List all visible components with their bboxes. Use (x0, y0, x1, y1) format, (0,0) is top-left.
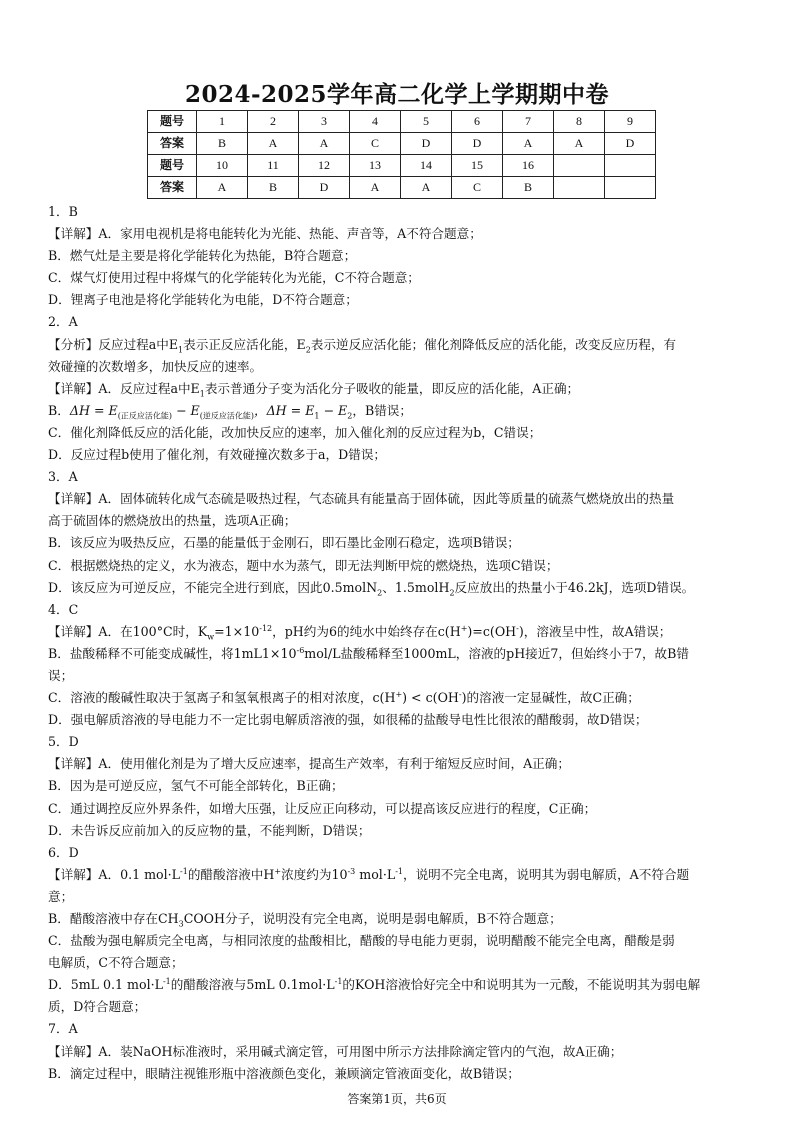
table-cell: A (299, 133, 350, 155)
table-cell (605, 155, 656, 177)
table-cell: B (197, 133, 248, 155)
q5-line: C．通过调控反应外界条件，如增大压强，让反应正向移动，可以提高该反应进行的程度，C正确； (48, 800, 597, 816)
question-number-row (148, 111, 656, 133)
table-cell: D (605, 133, 656, 155)
q4-head: 4．C (48, 601, 79, 617)
table-cell: C (452, 177, 503, 199)
q6-head: 6．D (48, 844, 79, 860)
row-header-cell: 题号 (148, 111, 197, 133)
table-cell: D (299, 177, 350, 199)
table-cell: 6 (452, 111, 503, 133)
table-cell: A (350, 177, 401, 199)
table-cell: 16 (503, 155, 554, 177)
q1-line: B．燃气灶是主要是将化学能转化为热能，B符合题意； (48, 248, 357, 264)
table-cell: A (554, 133, 605, 155)
q2-line: 【详解】A．反应过程a中$E_1$表示普通分子变为活化分子吸收的能量，即反应的活化能，A正确； (48, 380, 580, 399)
table-cell: A (503, 133, 554, 155)
table-cell: 4 (350, 111, 401, 133)
q3-head: 3．A (48, 469, 78, 485)
answer-explanations (48, 201, 754, 1085)
q2-head: 2．A (48, 314, 78, 330)
row-header-cell: 答案 (148, 177, 197, 199)
q2-analysis: 【分析】反应过程a中$E_1$表示正反应活化能，$E_2$表示逆反应活化能；催化剂降低反应的活化能，改变反应历程，有 (48, 336, 676, 355)
q4-line: 【详解】A．在100°C时，$K_w=1\times 10^{-12}$，pH约为6的纯水中始终存在c(H+)=c(OH-)，溶液呈中性，故A错误； (48, 623, 672, 642)
row-header-cell: 答案 (148, 133, 197, 155)
table-cell: 15 (452, 155, 503, 177)
q6-line: 电解质，C不符合题意； (48, 955, 184, 971)
q6-line: 质，D符合题意； (48, 999, 147, 1015)
q4-line: C．溶液的酸碱性取决于氢离子和氢氧根离子的相对浓度，c(H+) < c(OH-)的溶液一定显碱性，故C正确； (48, 689, 640, 706)
table-cell: 2 (248, 111, 299, 133)
q7-head: 7．A (48, 1021, 78, 1037)
q6-line: B．醋酸溶液中存在$CH_3COOH$分子，说明没有完全电离，说明是弱电解质，B不符合题意； (48, 911, 562, 929)
q4-line: 误； (48, 667, 74, 683)
q5-line: D．未告诉反应前加入的反应物的量，不能判断，D错误； (48, 822, 371, 838)
table-cell: 3 (299, 111, 350, 133)
q3-line: D．该反应为可逆反应，不能完全进行到底，因此0.5molN$_2$、1.5molH$_2$反应放出的热量小于46.2kJ，选项D错误。 (48, 579, 695, 598)
table-cell: 10 (197, 155, 248, 177)
table-cell (554, 155, 605, 177)
table-cell: A (248, 133, 299, 155)
page-title: 2024-2025学年高二化学上学期期中卷 (184, 81, 610, 108)
q2-analysis-cont: 效碰撞的次数增多，加快反应的速率。 (48, 358, 263, 374)
q5-head: 5．D (48, 734, 79, 750)
table-cell: B (248, 177, 299, 199)
table-cell (554, 177, 605, 199)
table-cell: A (197, 177, 248, 199)
q2-line: C．催化剂降低反应的活化能，改加快反应的速率，加入催化剂的反应过程为b，C错误； (48, 424, 542, 440)
q3-line: 高于硫固体的燃烧放出的热量，选项A正确； (48, 513, 297, 529)
table-cell: 1 (197, 111, 248, 133)
q1-line: D．锂离子电池是将化学能转化为电能，D不符合题意； (48, 292, 358, 308)
q1-line: 【详解】A．家用电视机是将电能转化为光能、热能、声音等，A不符合题意； (48, 226, 482, 242)
q3-line: 【详解】A．固体硫转化成气态硫是吸热过程，气态硫具有能量高于固体硫，因此等质量的硫蒸气燃烧放出的热量 (48, 491, 675, 507)
q3-line: C．根据燃烧热的定义，水为液态，题中水为蒸气，即无法判断甲烷的燃烧热，选项C错误； (48, 557, 559, 573)
q7-line: 【详解】A．装NaOH标准液时，采用碱式滴定管，可用图中所示方法排除滴定管内的气泡，故A正确； (48, 1043, 623, 1059)
table-cell: D (401, 133, 452, 155)
table-cell: 14 (401, 155, 452, 177)
q6-line: D．5mL 0.1 $mol\cdot L^{-1}$的醋酸溶液与5mL $0.1mol\cdot L^{-1}$的KOH溶液恰好完全中和说明其为一元酸，不能说明其为弱电解 (48, 977, 701, 993)
row-header-cell: 题号 (148, 155, 197, 177)
table-cell: 7 (503, 111, 554, 133)
table-cell: 9 (605, 111, 656, 133)
table-cell: 11 (248, 155, 299, 177)
q5-line: B．因为是可逆反应，氢气不可能全部转化，B正确； (48, 778, 344, 794)
q4-line: B．盐酸稀释不可能变成碱性，将$1mL1\times 10^{-6}mol/L$盐酸稀释至1000mL，溶液的pH接近7，但始终小于7，故B错 (48, 645, 689, 661)
q2-line: D．反应过程b使用了催化剂，有效碰撞次数多于a，D错误； (48, 447, 387, 463)
q6-line: C．盐酸为强电解质完全电离，与相同浓度的盐酸相比，醋酸的导电能力更弱，说明醋酸不能完全电离，醋酸是弱 (48, 933, 675, 949)
q6-line: 意； (48, 888, 74, 904)
question-number-row (148, 155, 656, 177)
answer-row (148, 177, 656, 199)
table-cell: 12 (299, 155, 350, 177)
q2-formula-line: B．$\Delta H = E_{(正反应活化能)} - E_{(逆反应活化能)}$，$\Delta H = E_1 - E_2$，B错误； (48, 402, 412, 421)
q1-head: 1．B (48, 204, 78, 219)
q5-line: 【详解】A．使用催化剂是为了增大反应速率，提高生产效率，有利于缩短反应时间，A正确； (48, 756, 570, 772)
table-cell: 8 (554, 111, 605, 133)
page-footer: 答案第1页，共6页 (347, 1092, 447, 1106)
table-cell: 5 (401, 111, 452, 133)
table-cell (605, 177, 656, 199)
table-cell: D (452, 133, 503, 155)
table-cell: C (350, 133, 401, 155)
table-cell: B (503, 177, 554, 199)
q3-line: B．该反应为吸热反应，石墨的能量低于金刚石，即石墨比金刚石稳定，选项B错误； (48, 535, 520, 551)
table-cell: A (401, 177, 452, 199)
table-cell: 13 (350, 155, 401, 177)
q1-line: C．煤气灯使用过程中将煤气的化学能转化为光能，C不符合题意； (48, 270, 420, 286)
q7-line: B．滴定过程中，眼睛注视锥形瓶中溶液颜色变化，兼顾滴定管液面变化，故B错误； (48, 1065, 520, 1081)
answer-table (147, 110, 656, 199)
answer-row (148, 133, 656, 155)
q4-line: D．强电解质溶液的导电能力不一定比弱电解质溶液的强，如很稀的盐酸导电性比很浓的醋酸弱，故D错误； (48, 712, 648, 728)
q6-line: 【详解】A．0.1 $mol\cdot L^{-1}$的醋酸溶液中H+浓度约为$10^{-3}$ $mol\cdot L^{-1}$，说明不完全电离，说明其为弱电解质，A不符合题 (48, 866, 690, 882)
